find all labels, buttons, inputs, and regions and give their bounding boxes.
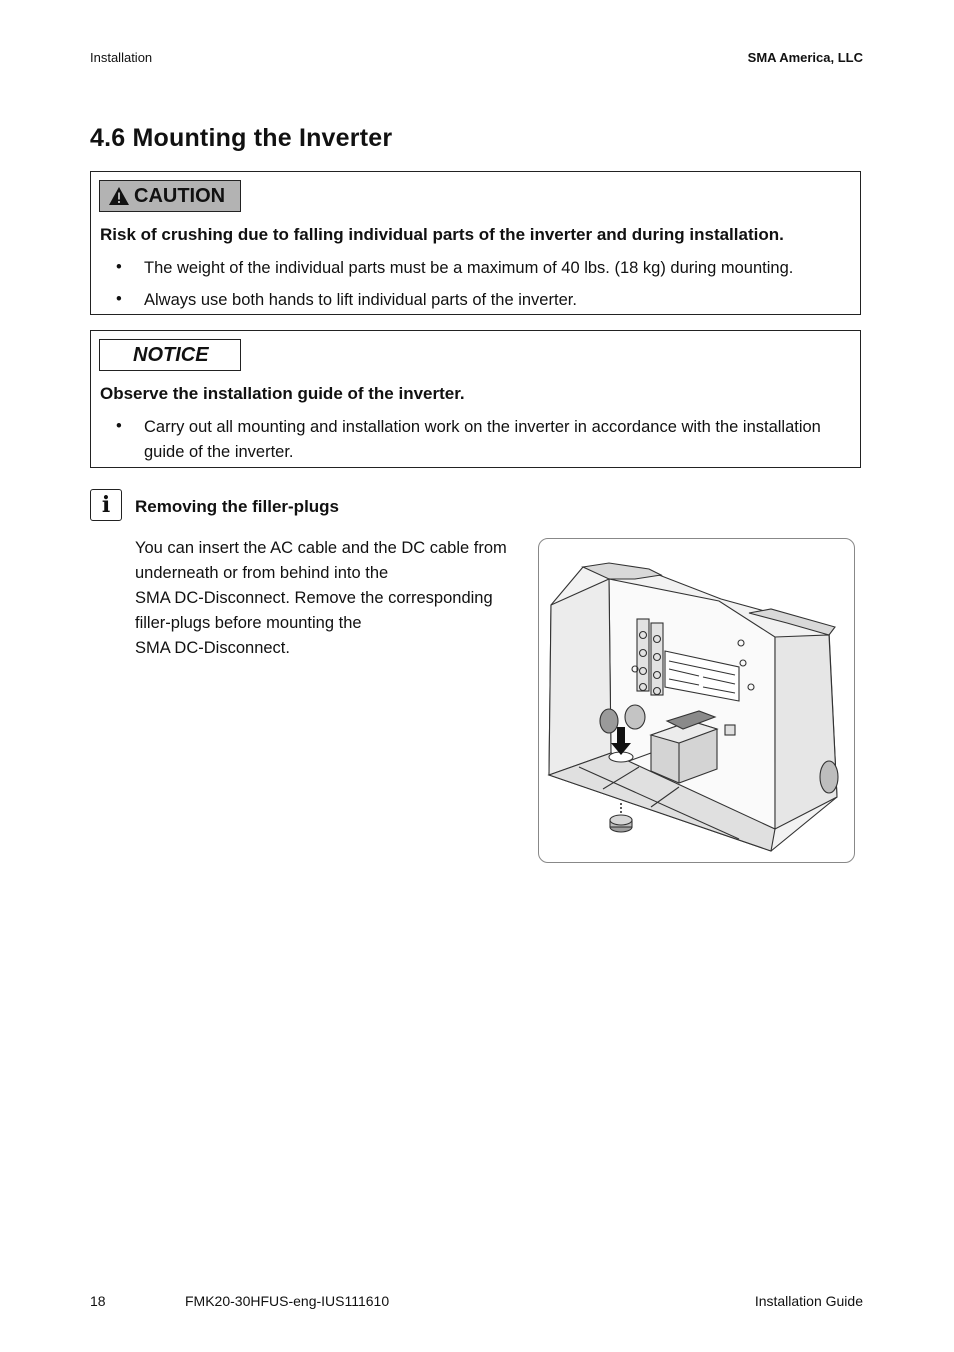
caution-heading: Risk of crushing due to falling individual parts of the inverter and during installation. bbox=[100, 225, 784, 244]
caution-bullet-1: The weight of the individual parts must be a maximum of 40 lbs. (18 kg) during mounting. bbox=[144, 259, 794, 277]
running-header-company: SMA America, LLC bbox=[747, 50, 863, 65]
notice-label: NOTICE bbox=[133, 343, 209, 366]
caution-bullet-2: Always use both hands to lift individual parts of the inverter. bbox=[144, 291, 577, 309]
paragraph-line: You can insert the AC cable and the DC cable from bbox=[135, 539, 507, 557]
dc-disconnect-enclosure-illustration bbox=[539, 539, 855, 863]
page-number: 18 bbox=[90, 1293, 106, 1309]
caution-badge bbox=[99, 180, 241, 212]
notice-heading: Observe the installation guide of the inverter. bbox=[100, 384, 465, 403]
notice-badge bbox=[99, 339, 241, 371]
section-title: 4.6 Mounting the Inverter bbox=[90, 124, 393, 152]
info-paragraph bbox=[135, 536, 525, 661]
paragraph-line: SMA DC-Disconnect. bbox=[135, 639, 290, 657]
paragraph-line: underneath or from behind into the bbox=[135, 564, 389, 582]
paragraph-line: SMA DC-Disconnect. Remove the corresponding bbox=[135, 589, 493, 607]
bullet-marker: • bbox=[116, 417, 122, 435]
bullet-marker: • bbox=[116, 290, 122, 308]
notice-bullet-1: Carry out all mounting and installation work on the inverter in accordance with the installation guide of the inverter. bbox=[144, 418, 821, 461]
document-code: FMK20-30HFUS-eng-IUS111610 bbox=[185, 1293, 390, 1309]
caution-label: CAUTION bbox=[134, 184, 226, 207]
notice-box bbox=[90, 330, 861, 468]
info-icon: i bbox=[90, 489, 122, 521]
paragraph-line: filler-plugs before mounting the bbox=[135, 614, 362, 632]
bullet-marker: • bbox=[116, 258, 122, 276]
figure-frame bbox=[538, 538, 855, 863]
document-type: Installation Guide bbox=[754, 1293, 863, 1309]
running-header-section: Installation bbox=[90, 50, 153, 65]
warning-triangle-icon bbox=[108, 186, 130, 206]
info-title: Removing the filler-plugs bbox=[135, 497, 340, 516]
caution-box bbox=[90, 171, 861, 315]
filler-plug-icon bbox=[610, 815, 632, 832]
